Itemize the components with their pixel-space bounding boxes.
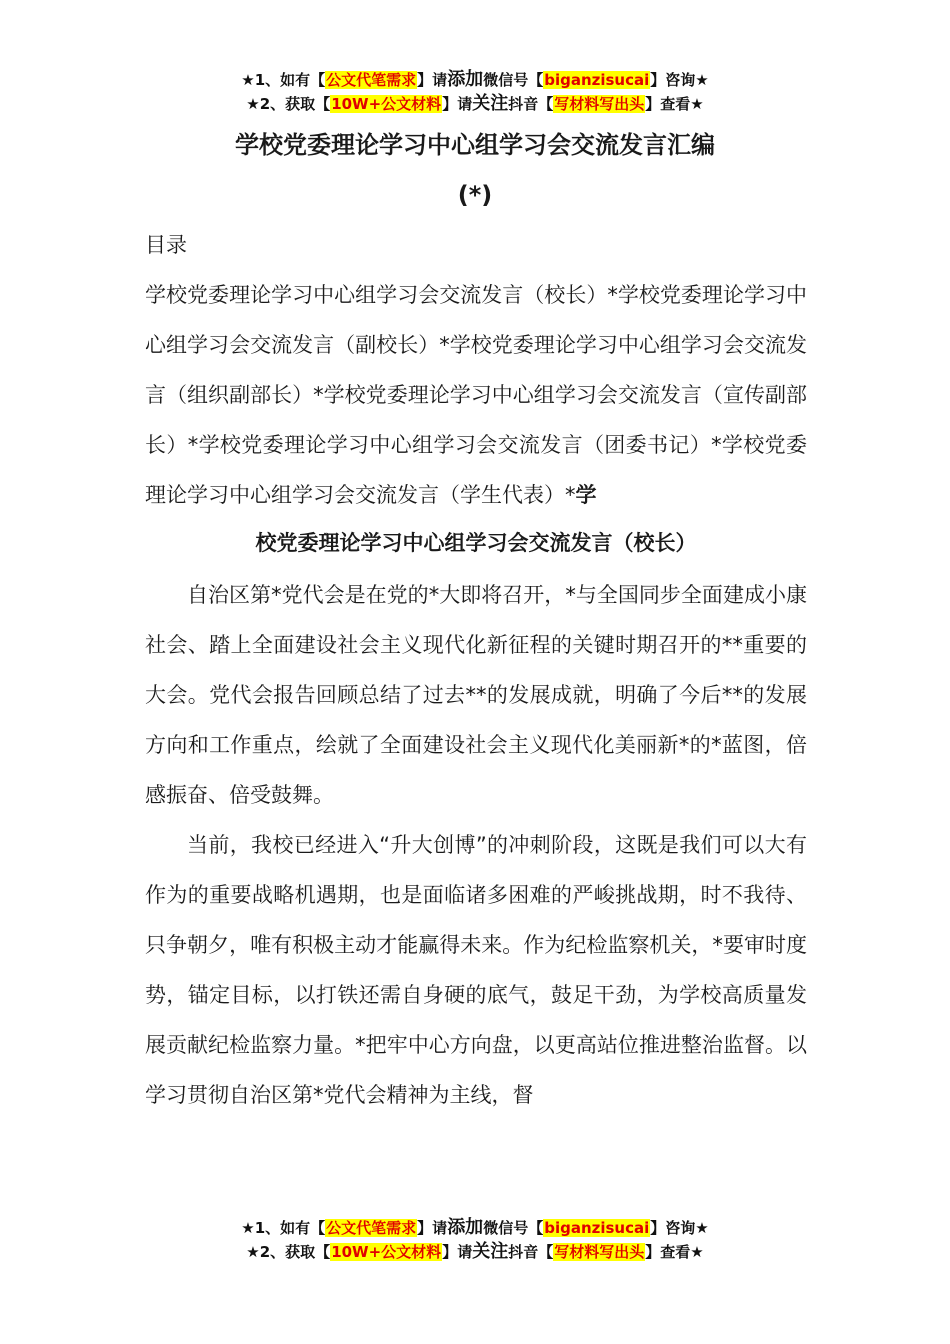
body-paragraph-1: 自治区第*党代会是在党的*大即将召开，*与全国同步全面建成小康社会、踏上全面建设社会主义现代化新征程的关键时期召开的**重要的大会。党代会报告回顾总结了过去**的发展成就，明确了今后**的发展方向和工作重点，绘就了全面建设社会主义现代化美丽新*的*蓝图，倍感振奋、倍受鼓舞。: [145, 583, 807, 807]
promo-line-1: ★1、如有【公文代笔需求】请添加微信号【biganzisucai】咨询★: [241, 69, 709, 90]
toc-heading: 目录: [145, 233, 187, 257]
toc-text: 学校党委理论学习中心组学习会交流发言（校长）*学校党委理论学习中心组学习会交流发言（副校长）*学校党委理论学习中心组学习会交流发言（组织副部长）*学校党委理论学习中心组学习会交流发言（宣传副部长）*学校党委理论学习中心组学习会交流发言（团委书记）*学校党委理论学习中心组学习会交流发言（学生代表）*: [145, 283, 807, 507]
promo-highlight: biganzisucai: [544, 1219, 650, 1237]
promo-banner-top: [0, 68, 950, 116]
toc-list: [145, 270, 807, 520]
promo-line-2: ★2、获取【10W+公文材料】请关注抖音【写材料写出头】查看★: [246, 93, 704, 114]
promo-highlight: 写材料写出头: [554, 95, 645, 113]
promo-highlight: biganzisucai: [544, 71, 650, 89]
promo-highlight: 公文代笔需求: [326, 71, 417, 89]
section-title-start: 学: [575, 483, 597, 507]
promo-line-2: ★2、获取【10W+公文材料】请关注抖音【写材料写出头】查看★: [246, 1241, 704, 1262]
promo-highlight: 写材料写出头: [554, 1243, 645, 1261]
promo-highlight: 10W+公文材料: [331, 95, 442, 113]
section-title: 校党委理论学习中心组学习会交流发言（校长）: [255, 531, 697, 555]
promo-highlight: 公文代笔需求: [326, 1219, 417, 1237]
document-title: 学校党委理论学习中心组学习会交流发言汇编: [235, 131, 715, 159]
promo-line-1: ★1、如有【公文代笔需求】请添加微信号【biganzisucai】咨询★: [241, 1217, 709, 1238]
document-subtitle: (*): [457, 181, 493, 209]
body-paragraph-2: 当前，我校已经进入“升大创博”的冲刺阶段，这既是我们可以大有作为的重要战略机遇期，也是面临诸多困难的严峻挑战期，时不我待、只争朝夕，唯有积极主动才能赢得未来。作为纪检监察机关，*要审时度势，锚定目标，以打铁还需自身硬的底气，鼓足干劲，为学校高质量发展贡献纪检监察力量。*把牢中心方向盘，以更高站位推进整治监督。以学习贯彻自治区第*党代会精神为主线，督: [145, 833, 807, 1107]
promo-banner-bottom: [0, 1216, 950, 1264]
promo-highlight: 10W+公文材料: [331, 1243, 442, 1261]
